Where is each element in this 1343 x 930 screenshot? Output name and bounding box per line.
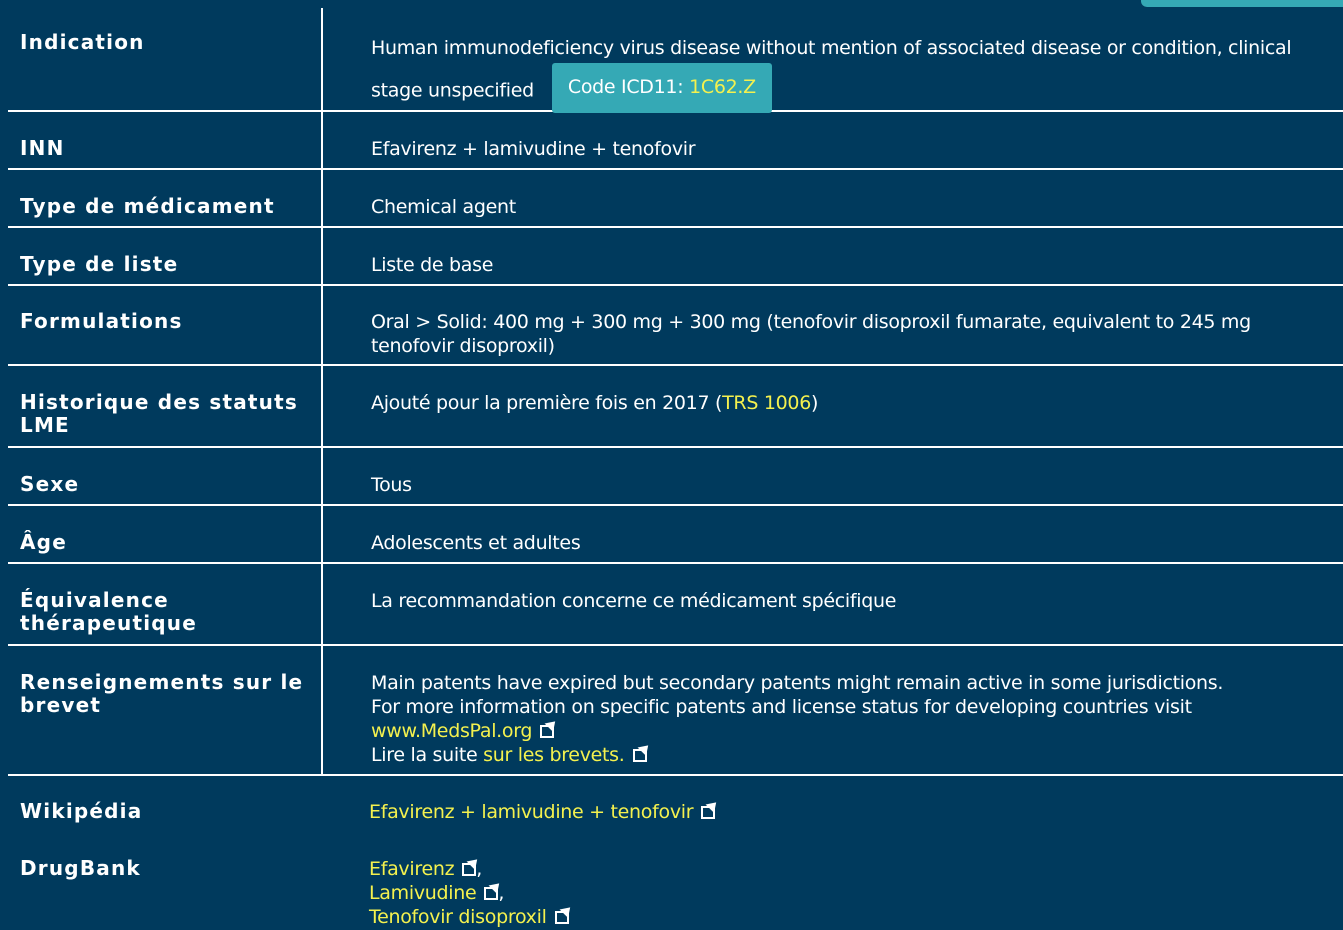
label-equivalence: Équivalence thérapeutique (20, 588, 197, 635)
medspal-link[interactable]: www.MedsPal.org (371, 720, 533, 742)
label-indication: Indication (20, 30, 145, 54)
column-divider (321, 8, 323, 774)
value-brevet (371, 671, 1343, 767)
value-inn: Efavirenz + lamivudine + tenofovir (371, 138, 696, 160)
external-link-icon[interactable] (633, 749, 647, 762)
external-link-icon[interactable] (701, 806, 715, 819)
wikipedia-link[interactable]: Efavirenz + lamivudine + tenofovir (369, 801, 694, 823)
drugbank-link-tenofovir[interactable]: Tenofovir disoproxil (369, 906, 547, 928)
icd-code-link[interactable]: 1C62.Z (689, 76, 756, 98)
brevet-line-2: For more information on specific patents and license status for developing countries visit (371, 696, 1192, 718)
label-inn: INN (20, 136, 65, 160)
historique-prefix: Ajouté pour la première fois en 2017 ( (371, 392, 723, 414)
external-link-icon[interactable] (484, 887, 498, 900)
external-link-icon[interactable] (555, 911, 569, 924)
brevet-more-prefix: Lire la suite (371, 744, 484, 766)
drugbank-link-efavirenz[interactable]: Efavirenz (369, 858, 455, 880)
value-equivalence: La recommandation concerne ce médicament spécifique (371, 590, 897, 612)
value-indication (371, 31, 1336, 116)
label-age: Âge (20, 530, 67, 554)
label-formulations: Formulations (20, 309, 183, 333)
icd-prefix: Code ICD11: (567, 76, 690, 98)
indication-text: Human immunodeficiency virus disease without mention of associated disease or condition, clinical stage unspecified (371, 37, 1292, 102)
value-wikipedia (369, 800, 1334, 824)
value-type-medicament: Chemical agent (371, 196, 516, 218)
value-historique (371, 391, 1336, 415)
external-link-icon[interactable] (462, 863, 476, 876)
trs-link[interactable]: TRS 1006 (722, 392, 811, 414)
historique-suffix: ) (811, 392, 819, 414)
label-drugbank: DrugBank (20, 856, 141, 880)
brevet-line-1: Main patents have expired but secondary patents might remain active in some jurisdictions. (371, 672, 1224, 694)
icd-code-badge[interactable] (552, 63, 772, 113)
label-brevet: Renseignements sur le brevet (20, 670, 304, 717)
value-sexe: Tous (371, 474, 412, 496)
value-formulations: Oral > Solid: 400 mg + 300 mg + 300 mg (tenofovir disoproxil fumarate, equivalent to 245 mg tenofovir disoproxil) (371, 311, 1251, 357)
value-type-liste: Liste de base (371, 254, 494, 276)
label-sexe: Sexe (20, 472, 80, 496)
value-drugbank (369, 857, 1334, 929)
label-type-medicament: Type de médicament (20, 194, 275, 218)
label-type-liste: Type de liste (20, 252, 179, 276)
drugbank-sep: , (498, 882, 505, 904)
drugbank-link-lamivudine[interactable]: Lamivudine (369, 882, 477, 904)
value-age: Adolescents et adultes (371, 532, 581, 554)
external-link-icon[interactable] (540, 725, 554, 738)
label-historique: Historique des statuts LME (20, 390, 298, 437)
label-wikipedia: Wikipédia (20, 799, 143, 823)
drugbank-sep: , (476, 858, 483, 880)
brevets-link[interactable]: sur les brevets. (483, 744, 625, 766)
